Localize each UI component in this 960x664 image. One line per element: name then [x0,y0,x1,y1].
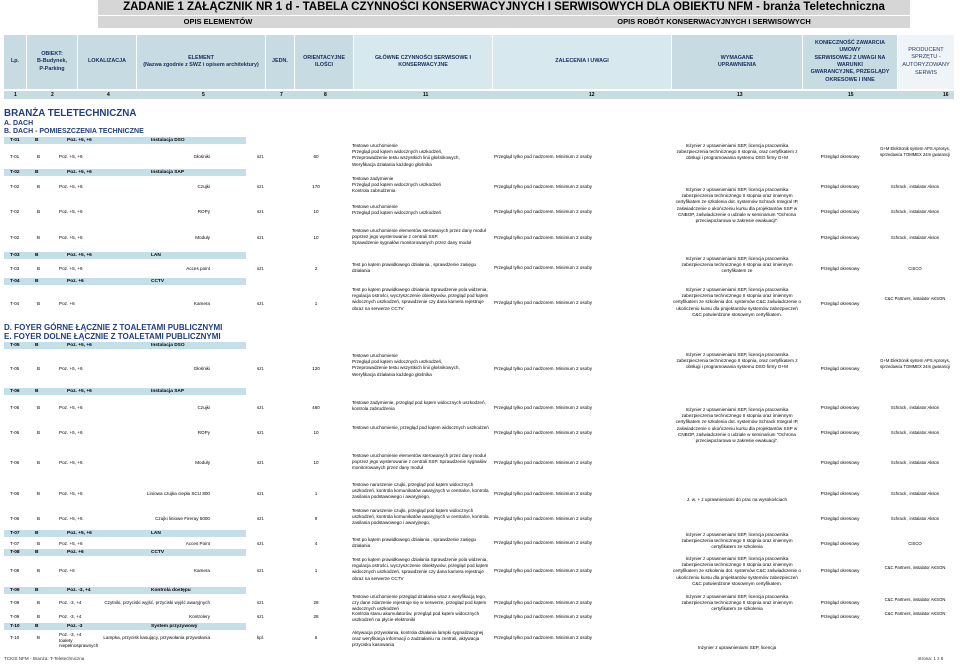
group-kod: T-10 [10,624,20,629]
cell-ilosc: 10 [313,209,319,214]
cell-czynnosci: Test po kątem prawidłowego działania , sprawdzenie zasięgu działania [352,537,477,549]
cell-czynnosci: Testowe uruchomienie elementów sterowanych przez dany moduł poprzez jego wysterowanie z centrali SSP. Sprawdzenie sygnałów monitorowanych przez dany moduł [352,228,486,246]
cell-czynnosci: Testowe uruchomienie Przegląd pod kątem widocznych uszkodzeń [352,204,442,216]
cell-czynnosci: Testowe naruszenie czujki, przegląd pod kątem widocznych uszkodzeń, kontrola komunikatów awaryjnych w centralce, kontrola zasilania podstawowego i awaryjnego, [352,482,489,500]
column-number: 13 [737,92,743,98]
cell-koniecznosc: Przegląd okresowy [820,209,860,214]
cell-ilosc: 28 [313,614,319,619]
group-kod: T-01 [10,138,20,143]
group-kod: T-09 [10,588,20,593]
cell-ilosc: 1 [314,301,318,306]
cell-producent: G+M Elektronik system APS Aprosys, sprzedawca TOMMEX 24m gwarancji [880,358,950,369]
cell-producent: Schrack , instalator Akson [890,430,940,435]
column-number: 7 [280,92,283,98]
cell-czynnosci: Testowe uruchomienie elementów sterowanych przez dany moduł poprzez jego wysterowanie z centrali SSP. Sprawdzenie sygnałów monitorowanych przez dany moduł [352,453,487,471]
group-header [4,587,246,594]
cell-producent: G+M Elektronik system APS Aprosys, sprzedawca TOMMEX 24m gwarancji [880,146,950,157]
group-header [4,278,246,285]
header-lokalizacja: LOKALIZACJA [78,35,136,89]
cell-czynnosci: Testowe uruchomienie, przegląd pod kątem widocznych uszkodzeń [352,425,489,430]
cell-jedn: szt. [257,460,265,465]
header-jedn: JEDN. [266,35,294,89]
cell-kod: T-09 [10,600,20,605]
group-kod: T-08 [10,550,20,555]
cell-producent: Schrack , instalator Akson [890,235,940,240]
cell-lok: Poz. -3, +4 [59,614,82,619]
group-kod: T-02 [10,170,20,175]
footer-page-number: strona: 1 z 6 [918,656,944,661]
cell-kod: T-02 [10,209,20,214]
group-bud: B [35,170,39,175]
cell-jedn: szt. [257,568,265,573]
cell-zalecenia: Przegląd tylko pod nadzorem. Minimum 2 osoby [494,614,593,619]
cell-zalecenia: Przegląd tylko pod nadzorem. Minimum 2 osoby [494,184,593,189]
cell-zalecenia: Przegląd tylko pod nadzorem. Minimum 2 osoby [494,491,593,496]
cell-producent: C&C Partners, instalator AKSON [884,296,946,301]
cell-element: Głośniki [193,154,210,159]
cell-jedn: szt. [257,600,265,605]
cell-element: Moduły [195,460,210,465]
group-lok: Poz. +6 [67,279,84,284]
group-name: LAN [151,253,161,258]
cell-lok: Poz. +6 [59,568,75,573]
group-name: Instalacja SAP [151,170,185,175]
cell-koniecznosc: Przegląd okresowy [820,235,860,240]
group-name: CCTV [151,279,165,284]
column-number: 2 [51,92,54,98]
cell-bud: B [37,301,41,306]
cell-ilosc: 4 [314,541,318,546]
header-obiekt: OBIEKT: B-Budynek, P-Parking [27,35,77,89]
column-number: 1 [14,92,17,98]
cell-uprawnienia: Inżynier z uprawnieniami SEP, licencja pracownika zabezpieczenia technicznego II stopnia oraz imiennym certyfikatem ze szkolenia [681,594,793,612]
cell-element: Czujki [197,184,210,189]
cell-lok: Poz. +6 [59,301,75,306]
group-bud: B [35,279,39,284]
cell-zalecenia: Przegląd tylko pod nadzorem. Minimum 2 osoby [494,366,593,371]
cell-koniecznosc: Przegląd okresowy [820,366,860,371]
cell-jedn: szt. [257,154,265,159]
cell-kod: T-07 [10,541,20,546]
cell-bud: B [37,266,41,271]
cell-bud: B [37,405,41,410]
cell-producent: Schrack , instalator Akson [890,405,940,410]
footer-left: TCKIS NFM - Branża: T-Teletechniczna [4,656,85,661]
cell-lok: Poz. +5, +6 [59,460,83,465]
cell-bud: B [37,600,41,605]
cell-lok: Poz. -3, +4 [59,600,82,605]
header-czynnosci: GŁÓWNE CZYNNOŚCI SERWISOWE I KONSERWACYJNE [354,35,492,89]
cell-kod: T-06 [10,460,20,465]
cell-bud: B [37,568,41,573]
cell-bud: B [37,430,41,435]
column-number: 16 [943,92,949,98]
cell-czynnosci: Testowe uruchomienie przegląd działania wraz z weryfikacją tego, czy dane zdarzenie rejestruje się w serwerze, przegląd pod kątem widocznych uszkodzeń [352,594,487,612]
cell-czynnosci: Testowe uruchomienie Przegląd pod kątem widocznych uszkodzeń, Przeprowadzenie testu wszystkich linii głośnikowych, Weryfikacja działania każdego głośnika [352,143,460,167]
header-uprawnienia: WYMAGANE UPRAWNIENIA [672,35,802,89]
cell-ilosc: 28 [313,600,319,605]
cell-producent: Schrack , instalator Akson [890,209,940,214]
subtitle-bar [98,16,910,28]
cell-ilosc: 1 [314,568,318,573]
cell-lok: Poz. +5, +6 [59,541,83,546]
group-name: System przyzywowy [151,624,198,629]
cell-bud: B [37,184,41,189]
group-header [4,549,246,556]
cell-koniecznosc: Przegląd okresowy [820,430,860,435]
cell-kod: T-06 [10,405,20,410]
cell-ilosc: 10 [313,460,319,465]
cell-bud: B [37,491,41,496]
cell-koniecznosc: Przegląd okresowy [820,154,860,159]
cell-element: Czytniki, przyciski wyjść, przyciski wyjść awaryjnych [104,600,210,605]
cell-czynnosci: Kontrola stanu akumulatorów, przegląd pod kątem widocznych uszkodzeń na płycie elektroniki [352,611,480,623]
cell-producent: Schrack , instalator Akson [890,460,940,465]
cell-lok: Poz. +5, +6 [59,266,83,271]
cell-uprawnienia: Inżynier z uprawnieniami SEP, licencja pracownika zabezpieczenia technicznego II stopnia oraz imiennym certyfikatem ze szkolenia dot. systemów Schrack Integral IP, zaświadczenie o ukończeniu kursu dla projektantów SSP w CNBOP, zaświadczenie o udziale w seminarium "Ochrona przeciwpożarowa w zakresie ewakuacji". [675,187,799,224]
subtitle-right: OPIS ROBÓT KONSERWACYJNYCH I SERWISOWYCH [617,17,811,26]
group-name: LAN [151,531,161,536]
group-bud: B [35,531,39,536]
cell-koniecznosc: Przegląd okresowy [820,301,860,306]
cell-zalecenia: Przegląd tylko pod nadzorem. Minimum 2 osoby [494,635,593,640]
cell-ilosc: 60 [313,154,319,159]
cell-element: Czujki liniowe Fireray 5000 [155,516,210,521]
cell-lok: Poz. +5, +6 [59,491,83,496]
cell-bud: B [37,614,41,619]
cell-uprawnienia: J. w. + z uprawnieniami do prac na wysokościach [686,497,788,502]
header-ilosci: ORIENTACYJNE ILOŚCI [295,35,353,89]
cell-lok: Poz. +5, +6 [59,154,83,159]
cell-ilosc: 10 [313,235,319,240]
cell-czynnosci: Testowe uruchomienie Przegląd pod kątem widocznych uszkodzeń, Przeprowadzenie testu wszystkich linii głośnikowych, Weryfikacja działania każdego głośnika [352,353,460,377]
section-heading: E. FOYER DOLNE ŁĄCZNIE Z TOALETAMI PUBLICZNYMI [4,332,221,341]
cell-jedn: szt. [257,235,265,240]
cell-element: ROPy [197,209,210,214]
cell-kod: T-06 [10,516,20,521]
cell-koniecznosc: Przegląd okresowy [820,266,860,271]
group-name: Instalacja DSO [151,343,185,348]
group-lok: Poz. -3 [67,624,83,629]
subtitle-left: OPIS ELEMENTÓW [183,17,253,26]
cell-kod: T-04 [10,301,20,306]
group-bud: B [35,138,39,143]
cell-kod: T-10 [10,635,20,640]
cell-ilosc: 10 [313,430,319,435]
group-header [4,169,246,176]
group-kod: T-05 [10,343,20,348]
column-number: 4 [107,92,110,98]
group-lok: Poz. -3, +4 [67,588,91,593]
group-lok: Poz. +5, +6 [67,138,92,143]
cell-zalecenia: Przegląd tylko pod nadzorem. Minimum 2 osoby [494,460,593,465]
group-lok: Poz. +6 [67,550,84,555]
cell-element: ROPy [197,430,210,435]
group-lok: Poz. +5, +6 [67,389,92,394]
cell-lok: Poz. +5, +6 [59,184,83,189]
cell-jedn: szt. [257,184,265,189]
column-number: 12 [589,92,595,98]
cell-jedn: szt. [257,366,265,371]
group-bud: B [35,550,39,555]
cell-uprawnienia: Inżynier z uprawnieniami SEP, licencja [697,645,777,650]
cell-zalecenia: Przegląd tylko pod nadzorem. Minimum 2 osoby [494,430,593,435]
cell-zalecenia: Przegląd tylko pod nadzorem. Minimum 2 osoby [494,235,593,240]
cell-czynnosci: Test po kątem prawidłowego działania , sprawdzenie zasięgu działania [352,262,477,274]
cell-producent: Schrack , instalator Akson [890,491,940,496]
cell-czynnosci: Testowe zadymienie, przegląd pod kątem widocznych uszkodzeń, kontrola zabrudzenia [352,400,486,412]
cell-zalecenia: Przegląd tylko pod nadzorem. Minimum 2 osoby [494,516,593,521]
cell-element: Moduły [195,235,210,240]
cell-producent: C&C Partners, instalator AKSON [884,611,946,616]
cell-element: Acces Point [185,541,210,546]
cell-zalecenia: Przegląd tylko pod nadzorem. Minimum 2 osoby [494,600,593,605]
group-bud: B [35,624,39,629]
group-kod: T-03 [10,253,20,258]
cell-uprawnienia: Inżynier z uprawnieniami SEP, licencja pracownika zabezpieczenia technicznego II stopnia oraz imiennym certyfikatem ze szkolenia dot. systemów Schrack Integral IP, zaświadczenie o ukończeniu kursu dla projektantów SSP w CNBOP, zaświadczenie o udziale w seminarium "Ochrona przeciwpożarowa w zakresie ewakuacji". [675,407,799,444]
cell-lok: Poz. +5, +6 [59,516,83,521]
cell-ilosc: 9 [314,516,318,521]
column-number-row [4,91,954,99]
cell-bud: B [37,209,41,214]
cell-bud: B [37,541,41,546]
cell-bud: B [37,235,41,240]
cell-zalecenia: Przegląd tylko pod nadzorem. Minimum 2 osoby [494,300,593,305]
cell-koniecznosc: Przegląd okresowy [820,541,860,546]
cell-koniecznosc: Przegląd okresowy [820,184,860,189]
cell-zalecenia: Przegląd tylko pod nadzorem. Minimum 2 osoby [494,209,593,214]
group-header [4,623,246,630]
header-zalecenia: ZALECENIA I UWAGI [493,35,671,89]
group-name: Kontrola dostępu [151,588,191,593]
cell-jedn: szt. [257,491,265,496]
cell-zalecenia: Przegląd tylko pod nadzorem. Minimum 2 osoby [494,540,593,545]
cell-bud: B [37,154,41,159]
cell-ilosc: 460 [312,405,320,410]
cell-jedn: kpl. [257,635,265,640]
cell-kod: T-02 [10,235,20,240]
cell-uprawnienia: Inżynier z uprawnieniami SEP, licencja pracownika zabezpieczenia technicznego II stopnia oraz imiennym certyfikatem ze [681,256,793,274]
cell-jedn: szt. [257,209,265,214]
cell-producent: C&C Partners, instalator AKSON [884,565,946,570]
cell-producent: Schrack , instalator Akson [890,184,940,189]
cell-koniecznosc: Przegląd okresowy [820,405,860,410]
group-kod: T-06 [10,389,20,394]
group-lok: Poz. +5, +6 [67,170,92,175]
cell-jedn: szt. [257,614,265,619]
cell-jedn: szt. [257,430,265,435]
cell-bud: B [37,460,41,465]
cell-jedn: szt. [257,301,265,306]
cell-element: Lampka, przycisk kasujący, przywołania przywołania [103,635,210,640]
branza-heading: BRANŻA TELETECHNICZNA [4,108,137,119]
group-kod: T-04 [10,279,20,284]
cell-uprawnienia: Inżynier z uprawnieniami SEP, licencja pracownika zabezpieczenia technicznego II stopnia oraz imiennym certyfikatem ze szkolenia dot. systemów C&C zaświadczenie o ukończeniu kursu dla projektantów systemów zabezpieczeń C&C potwierdzone stosownym certyfikatem. [673,287,801,317]
cell-jedn: szt. [257,541,265,546]
cell-czynnosci: Test po kątem prawidłowego działania Sprawdzenie pola widzenia, regulacja ostrości, wyczyszczenie obiektywów, przegląd pod kątem widocznych uszkodzeń, sprawdzenie czy dana kamera rejestruje obraz na serwerze CCTV [352,557,489,581]
cell-jedn: szt. [257,266,265,271]
cell-zalecenia: Przegląd tylko pod nadzorem. Minimum 2 osoby [494,405,593,410]
section-heading: B. DACH - POMIESZCZENIA TECHNICZNE [4,128,144,135]
cell-producent: CISCO [908,266,922,271]
cell-producent: C&C Partners, instalator AKSON [884,597,946,602]
column-number: 11 [423,92,429,98]
column-number: 8 [324,92,327,98]
group-lok: Poz. +5, +6 [67,343,92,348]
cell-lok: Poz. -3, +4 toalety niepełnosprawnych [59,632,99,649]
cell-czynnosci: Testowe naruszenie czujki, przegląd pod kątem widocznych uszkodzeń, kontrola komunikatów awaryjnych w centralce, kontrola zasilania podstawowego i awaryjnego, [352,508,489,526]
group-header [4,342,246,349]
group-header [4,530,246,537]
group-header [4,252,246,259]
column-number: 5 [202,92,205,98]
cell-kod: T-09 [10,614,20,619]
cell-element: Kamera [193,301,210,306]
cell-bud: B [37,516,41,521]
cell-czynnosci: Aktywacja przywołania, kontrola działania lampki sygnalizacyjnej oraz weryfikacja informacji o zadziałaniu na centrali, aktywacja przycisku kasowania [352,630,484,648]
cell-jedn: szt. [257,405,265,410]
section-heading: A. DACH [4,120,34,127]
cell-koniecznosc: Przegląd okresowy [820,516,860,521]
group-name: Instalacja DSO [151,138,185,143]
cell-ilosc: 2 [314,266,318,271]
cell-bud: B [37,366,41,371]
cell-czynnosci: Testowe zadymienie Przegląd pod kątem widocznych uszkodzeń Kontrola zabrudzenia [352,176,442,194]
cell-element: Czujki [197,405,210,410]
cell-zalecenia: Przegląd tylko pod nadzorem. Minimum 2 osoby [494,568,593,573]
cell-kod: T-06 [10,430,20,435]
cell-uprawnienia: Inżynier z uprawnieniami SEP, licencja pracownika zabezpieczenia technicznego II stopnia, oraz certyfikatem z obsługi i programowania systemu DSO firmy G+M [676,143,798,161]
cell-zalecenia: Przegląd tylko pod nadzorem. Minimum 2 osoby [494,265,593,270]
cell-koniecznosc: Przegląd okresowy [820,460,860,465]
cell-kod: T-01 [10,154,20,159]
cell-zalecenia: Przegląd tylko pod nadzorem. Minimum 2 osoby [494,154,593,159]
cell-ilosc: 120 [312,366,320,371]
header-koniecznosc: KONIECZNOŚĆ ZAWARCIA UMOWY SERWISOWEJ Z UWAGI NA WARUNKI GWARANCYJNE, PRZEGLĄDY OKRESOWE I INNE [803,35,897,89]
cell-lok: Poz. +5, +6 [59,430,83,435]
cell-kod: T-03 [10,266,20,271]
group-bud: B [35,389,39,394]
header-lp: Lp. [4,35,26,89]
cell-ilosc: 1 [314,491,318,496]
cell-ilosc: 6 [314,635,318,640]
group-header [4,388,246,395]
cell-czynnosci: Test po kątem prawidłowego działania Sprawdzenie pola widzenia, regulacja ostrości, wyczyszczenie obiektywów, przegląd pod kątem widocznych uszkodzeń, sprawdzenie czy dana kamera rejestruje obraz na serwerze CCTV [352,287,489,311]
cell-element: Głośniki [193,366,210,371]
group-name: Instalacja SAP [151,389,185,394]
group-bud: B [35,253,39,258]
group-name: CCTV [151,550,165,555]
cell-kod: T-05 [10,366,20,371]
cell-kod: T-08 [10,568,20,573]
section-heading: D. FOYER GÓRNE ŁĄCZNIE Z TOALETAMI PUBLICZNYMI [4,323,223,332]
group-lok: Poz. +5, +6 [67,531,92,536]
cell-element: Kontrolery [189,614,210,619]
cell-kod: T-02 [10,184,20,189]
column-number: 15 [848,92,854,98]
cell-koniecznosc: Przegląd okresowy [820,614,860,619]
header-producent: PRODUCENT SPRZĘTU - AUTORYZOWANY SERWIS [898,35,954,89]
cell-lok: Poz. +5, +6 [59,366,83,371]
cell-uprawnienia: Inżynier z uprawnieniami SEP, licencja pracownika zabezpieczenia technicznego II stopnia oraz imiennym certyfikatem ze szkolenia dot. systemów C&C zaświadczenie o ukończeniu kursu dla projektantów systemów zabezpieczeń C&C potwierdzone stosownym certyfikatem. [673,556,801,586]
group-bud: B [35,343,39,348]
cell-koniecznosc: Przegląd okresowy [820,491,860,496]
group-bud: B [35,588,39,593]
group-header [4,137,246,144]
cell-uprawnienia: Inżynier z uprawnieniami SEP, licencja pracownika zabezpieczenia technicznego II stopnia oraz imiennym certyfikatem ze szkolenia [681,532,793,550]
cell-producent: CISCO [908,541,922,546]
cell-lok: Poz. +5, +6 [59,209,83,214]
cell-element: Liniowa czujka ciepła SCU 800 [146,491,210,496]
cell-koniecznosc: Przegląd okresowy [820,568,860,573]
cell-jedn: szt. [257,516,265,521]
cell-lok: Poz. +5, +6 [59,405,83,410]
cell-kod: T-06 [10,491,20,496]
header-element: ELEMENT (Nazwa zgodnie z SWZ i opisem architektury) [137,35,265,89]
group-lok: Poz. +5, +6 [67,253,92,258]
cell-uprawnienia: Inżynier z uprawnieniami SEP, licencja pracownika zabezpieczenia technicznego II stopnia, oraz certyfikatem z obsługi i programowania systemu DSO firmy G+M [676,352,798,370]
cell-ilosc: 170 [312,184,320,189]
group-kod: T-07 [10,531,20,536]
cell-element: Kamera [193,568,210,573]
cell-producent: Schrack , instalator Akson [890,516,940,521]
cell-koniecznosc: Przegląd okresowy [820,600,860,605]
cell-lok: Poz. +5, +6 [59,235,83,240]
document-title: ZADANIE 1 ZAŁĄCZNIK NR 1 d - TABELA CZYNNOŚCI KONSERWACYJNYCH I SERWISOWYCH DLA OBIEKTU NFM - branża Teletechniczna [98,0,910,15]
cell-element: Acces point [186,266,210,271]
cell-bud: B [37,635,41,640]
